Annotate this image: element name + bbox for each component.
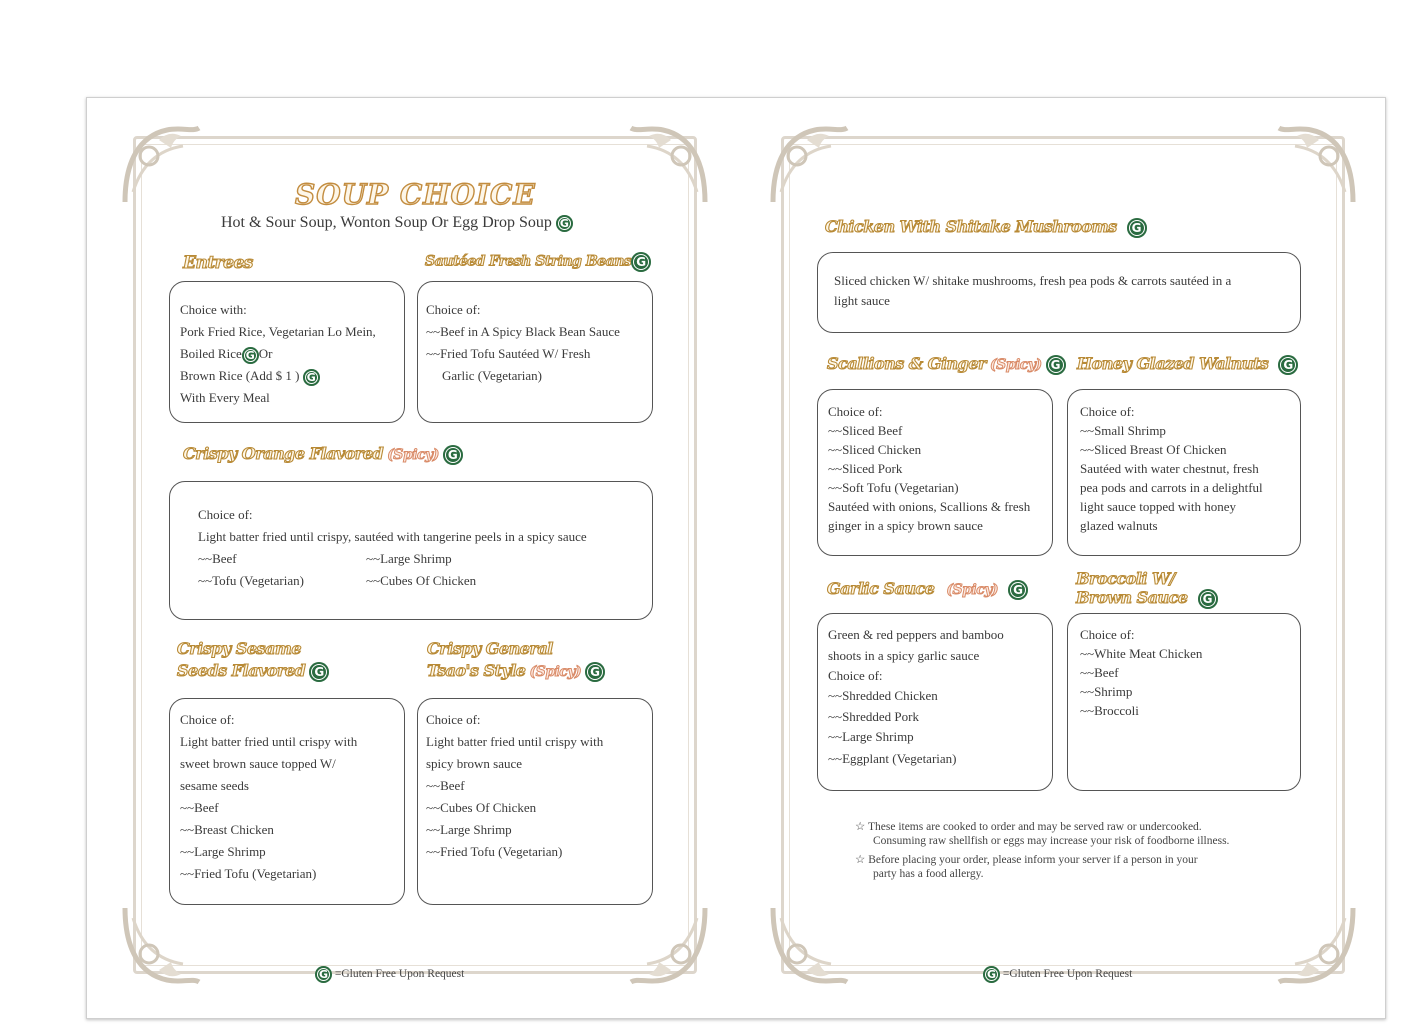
gluten-free-icon: G — [556, 215, 573, 232]
gluten-free-icon: G — [1046, 355, 1066, 375]
raw-food-warning: ☆ These items are cooked to order and may be served raw or undercooked. — [855, 821, 1202, 833]
broccoli-heading: Broccoli W/ — [1076, 569, 1175, 588]
shitake-heading: Chicken With Shitake Mushrooms G — [825, 217, 1147, 238]
string-beans-heading: Sautéed Fresh String Beans G — [425, 252, 651, 272]
menu-page-left: SOUP CHOICE Hot & Sour Soup, Wonton Soup Or Egg Drop Soup G Entrees Choice with: Pork Fried Rice, Vegetarian Lo Mein, Boiled Rice G Or Brown Rice (Add $ 1 ) G With Every Meal Sautéed Fresh String Beans G Choice of: ~~Beef in A Spicy Black Bean Sauce ~~Fried Tofu Sautéed W/ Fresh Garlic (Vegetarian) Crispy Orange Flavored (Spicy) G Choice of: Light batter fried until crispy, sautéed with tangerine peels in a spicy sauce ~~Beef ~~Large Shrimp ~~Tofu (Vegetarian) ~~Cubes Of Chicken Crispy Sesame Seeds Flavored G Choice of: Light batter fried until crispy with sweet brown sauce topped W/ sesame seeds ~~Beef ~~Breast Chicken ~~Large Shrimp ~~Fried Tofu (Vegetarian) Crispy General Tsao's Style (Spicy) G Choice of: Light batter fried until crispy with spicy brown sauce ~~Beef ~~Cubes Of Chicken ~~Large Shrimp ~~Fried Tofu (Vegetarian) G =Gluten Free Upon Request — [125, 126, 705, 984]
garlic-box: Green & red peppers and bamboo shoots in a spicy garlic sauce Choice of: ~~Shredded Chicken ~~Shredded Pork ~~Large Shrimp ~~Eggplant (Vegetarian) — [817, 613, 1053, 791]
menu-page-right: Chicken With Shitake Mushrooms G Sliced chicken W/ shitake mushrooms, fresh pea pods & carrots sautéed in a light sauce Scallions & Ginger (Spicy) G Choice of: ~~Sliced Beef ~~Sliced Chicken ~~Sliced Pork ~~Soft Tofu (Vegetarian) Sautéed with onions, Scallions & fresh ginger in a spicy brown sauce Honey Glazed Walnuts G Choice of: ~~Small Shrimp ~~Sliced Breast Of Chicken Sautéed with water chestnut, fresh pea pods and carrots in a delightful light sauce topped with honey glazed walnuts Garlic Sauce (Spicy) G Green & red peppers and bamboo shoots in a spicy garlic sauce Choice of: ~~Shredded Chicken ~~Shredded Pork ~~Large Shrimp ~~Eggplant (Vegetarian) Broccoli W/ Brown Sauce G Choice of: ~~White Meat Chicken ~~Beef ~~Shrimp ~~Broccoli ☆ These items are cooked to order and may be served raw or undercooked. Consuming raw shellfish or eggs may increase your risk of foodborne illness. ☆ Before placing your order, please inform your server if a person in your party has a food allergy. G =Gluten Free Upon Request — [773, 126, 1353, 984]
shitake-box: Sliced chicken W/ shitake mushrooms, fresh pea pods & carrots sautéed in a light sauce — [817, 252, 1301, 333]
gluten-free-icon: G — [983, 966, 1000, 983]
gluten-free-icon: G — [315, 966, 332, 983]
ornament-corner-icon — [625, 902, 711, 988]
gluten-free-icon: G — [1008, 580, 1028, 600]
sesame-heading: Crispy Sesame — [177, 639, 302, 658]
entrees-heading: Entrees — [183, 253, 253, 273]
star-icon: ☆ — [855, 854, 866, 866]
ornament-corner-icon — [767, 122, 853, 208]
orange-heading: Crispy Orange Flavored (Spicy) G — [183, 444, 463, 465]
gluten-free-icon: G — [1198, 589, 1218, 609]
allergy-warning: ☆ Before placing your order, please inform your server if a person in your — [855, 854, 1198, 866]
gluten-free-icon: G — [585, 662, 605, 682]
broccoli-box: Choice of: ~~White Meat Chicken ~~Beef ~~Shrimp ~~Broccoli — [1067, 613, 1301, 791]
gluten-free-icon: G — [242, 347, 259, 364]
scallions-box: Choice of: ~~Sliced Beef ~~Sliced Chicken ~~Sliced Pork ~~Soft Tofu (Vegetarian) Sautéed with onions, Scallions & fresh ginger in a spicy brown sauce — [817, 389, 1053, 556]
ornament-corner-icon — [1273, 902, 1359, 988]
gluten-free-icon: G — [443, 445, 463, 465]
orange-box: Choice of: Light batter fried until crispy, sautéed with tangerine peels in a spicy sauce ~~Beef ~~Large Shrimp ~~Tofu (Vegetarian) ~~Cubes Of Chicken — [169, 481, 653, 620]
ornament-corner-icon — [1273, 122, 1359, 208]
string-beans-box: Choice of: ~~Beef in A Spicy Black Bean Sauce ~~Fried Tofu Sautéed W/ Fresh Garlic (Vegetarian) — [417, 281, 653, 423]
ornament-corner-icon — [625, 122, 711, 208]
ornament-corner-icon — [767, 902, 853, 988]
gluten-free-legend: G =Gluten Free Upon Request — [983, 966, 1132, 983]
gluten-free-legend: G =Gluten Free Upon Request — [315, 966, 464, 983]
walnuts-box: Choice of: ~~Small Shrimp ~~Sliced Breast Of Chicken Sautéed with water chestnut, fresh pea pods and carrots in a delightful light sauce topped with honey glazed walnuts — [1067, 389, 1301, 556]
gluten-free-icon: G — [631, 252, 651, 272]
ornament-corner-icon — [119, 902, 205, 988]
tsao-box: Choice of: Light batter fried until crispy with spicy brown sauce ~~Beef ~~Cubes Of Chicken ~~Large Shrimp ~~Fried Tofu (Vegetarian) — [417, 698, 653, 905]
star-icon: ☆ — [855, 821, 866, 833]
soup-options: Hot & Sour Soup, Wonton Soup Or Egg Drop Soup G — [221, 214, 573, 232]
scallions-heading: Scallions & Ginger (Spicy) G — [827, 354, 1066, 375]
ornament-corner-icon — [119, 122, 205, 208]
gluten-free-icon: G — [309, 662, 329, 682]
sesame-box: Choice of: Light batter fried until crispy with sweet brown sauce topped W/ sesame seeds ~~Beef ~~Breast Chicken ~~Large Shrimp ~~Fried Tofu (Vegetarian) — [169, 698, 405, 905]
gluten-free-icon: G — [1278, 355, 1298, 375]
entrees-box: Choice with: Pork Fried Rice, Vegetarian Lo Mein, Boiled Rice G Or Brown Rice (Add $ 1 ) G With Every Meal — [169, 281, 405, 423]
menu-sheet — [86, 97, 1386, 1019]
soup-choice-title: SOUP CHOICE — [295, 178, 536, 211]
walnuts-heading: Honey Glazed Walnuts G — [1077, 354, 1298, 375]
gluten-free-icon: G — [303, 369, 320, 386]
gluten-free-icon: G — [1127, 218, 1147, 238]
tsao-heading: Crispy General — [427, 639, 553, 658]
garlic-heading: Garlic Sauce (Spicy) G — [827, 579, 1028, 600]
